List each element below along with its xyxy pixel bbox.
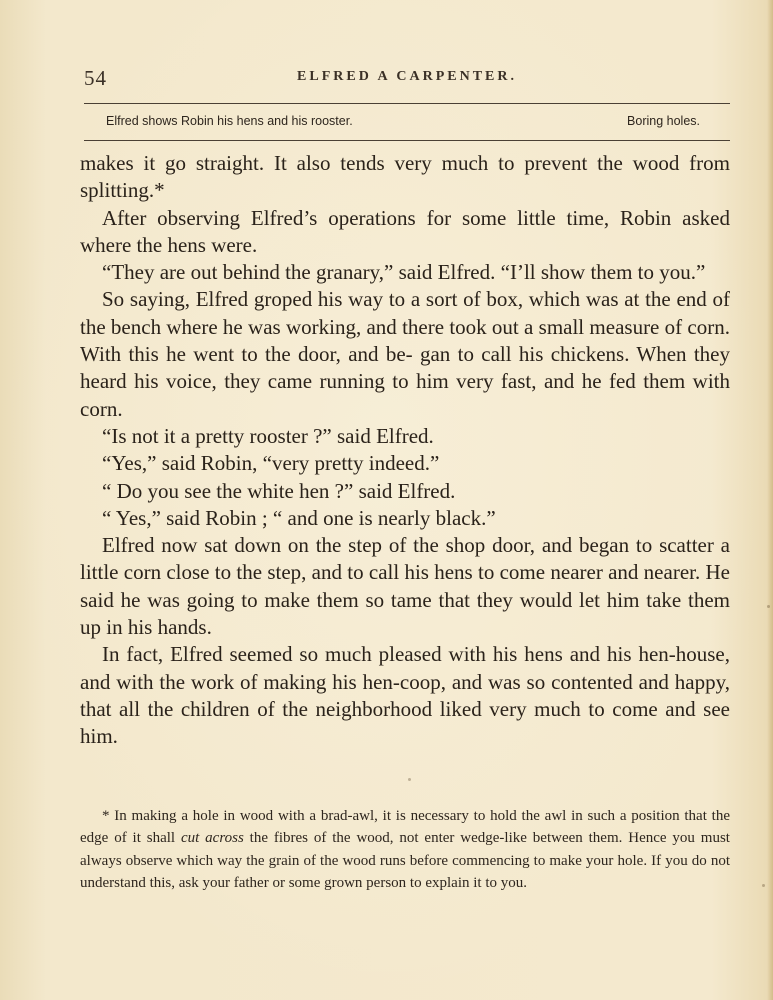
running-title: ELFRED A CARPENTER.	[297, 69, 517, 84]
paragraph: In fact, Elfred seemed so much pleased with his hens and his hen-house, and with the work of making his hen-coop, and was so contented and happy, that all the children of the neighborhood liked very much to come and see him.	[80, 642, 730, 749]
page-edge	[767, 0, 773, 1000]
sidenote-right: Boring holes.	[627, 114, 700, 128]
sidenote-left: Elfred shows Robin his hens and his rooster.	[106, 114, 353, 128]
paper-speck	[762, 884, 765, 887]
footnote-emphasis: cut across	[180, 830, 244, 847]
paragraph-continuation: makes it go straight. It also tends very much to prevent the wood from splitting.*	[80, 151, 730, 203]
paragraph: After observing Elfred’s operations for some little time, Robin asked where the hens were.	[80, 205, 730, 257]
sidenotes	[106, 114, 700, 134]
running-head	[84, 66, 730, 90]
paragraph: So saying, Elfred groped his way to a sort of box, which was at the end of the bench where he was working, and there took out a small measure of corn. With this he went to the door, and be- gan to call his chickens. When they heard his voice, they came running to him very fast, and he fed them with corn.	[80, 287, 730, 421]
header-rule-bottom	[84, 140, 730, 141]
paragraph: “Yes,” said Robin, “very pretty indeed.”	[102, 451, 440, 476]
footnote-text-start: * In making a hole in wood with a brad-awl, it is necessary to hold the awl in such a position that the edge of it shall	[80, 808, 730, 847]
footnote-text-end: the fibres of the wood, not enter wedge-like between them. Hence you must always observe which way the grain of the wood runs before commencing to make your hole. If you do not understand this, ask your father or some grown person to explain it to you.	[80, 830, 730, 891]
paragraph: “ Do you see the white hen ?” said Elfred.	[102, 478, 456, 503]
paper-speck	[408, 778, 411, 781]
page-number: 54	[84, 66, 107, 90]
paragraph: Elfred now sat down on the step of the shop door, and began to scatter a little corn close to the step, and to call his hens to come nearer and nearer. He said he was going to make them so tame that they would let him take them up in his hands.	[80, 533, 730, 640]
body-text	[80, 150, 730, 751]
paragraph: “ Yes,” said Robin ; “ and one is nearly black.”	[102, 505, 496, 530]
paper-speck	[767, 605, 770, 608]
header-rule-top	[84, 103, 730, 104]
paragraph: “Is not it a pretty rooster ?” said Elfred.	[102, 423, 434, 448]
paragraph: “They are out behind the granary,” said Elfred. “I’ll show them to you.”	[102, 260, 706, 285]
footnote	[80, 805, 730, 894]
